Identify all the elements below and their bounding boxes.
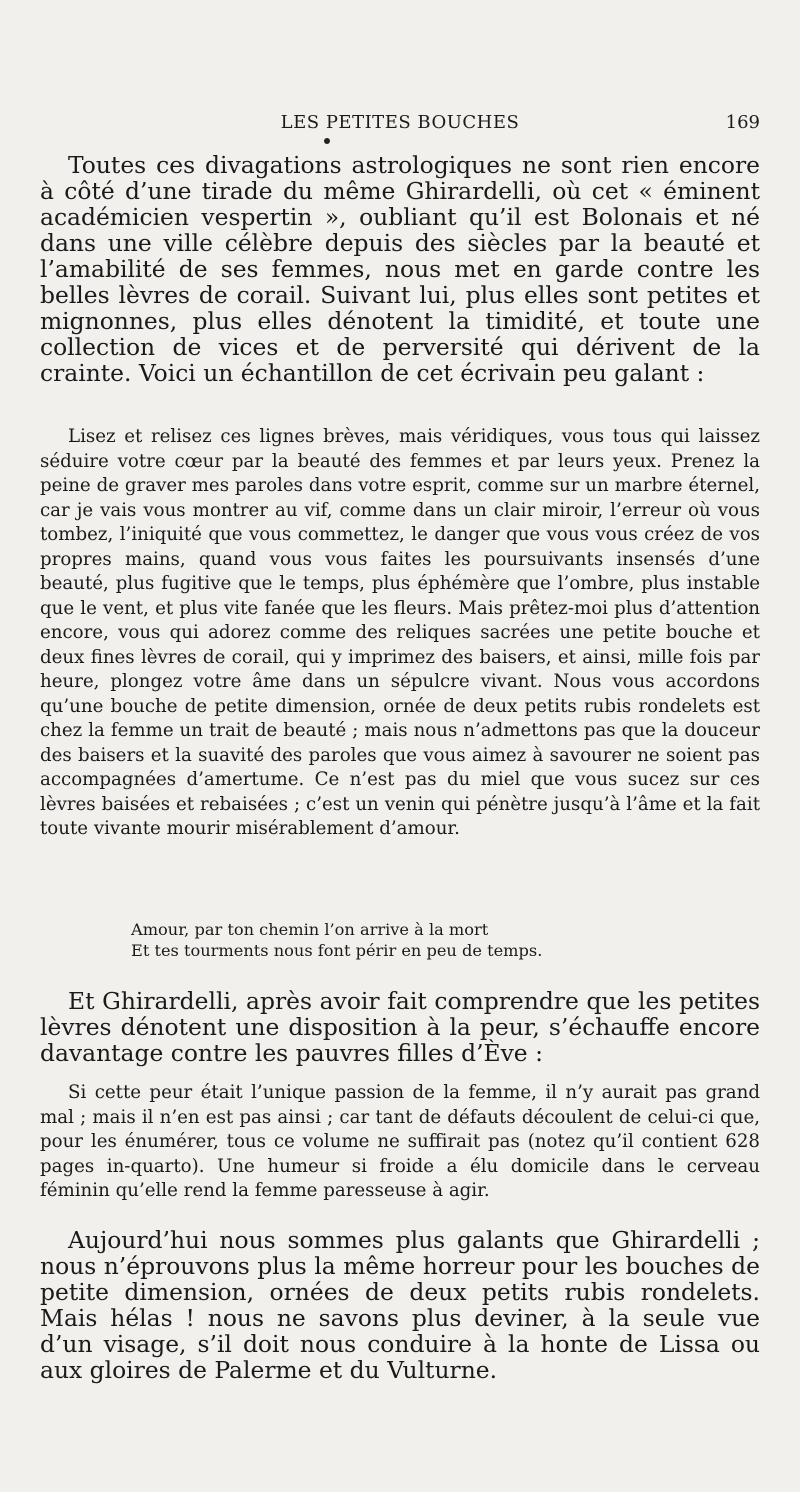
paragraph-2: Et Ghirardelli, après avoir fait comprendre que les petites lèvres dénotent une disposition à la peur, s’échauffe encore davantage contre les pauvres filles d’Ève : bbox=[40, 987, 760, 1067]
quotation-2: Si cette peur était l’unique passion de la femme, il n’y aurait pas grand mal ; mais il n’en est pas ainsi ; car tant de défauts découlent de celui-ci que, pour les énumérer, tous ce volume ne suffirait pas (notez qu’il contient 628 pages in-quarto). Une humeur si froide a élu domicile dans le cerveau féminin qu’elle rend la femme paresseuse à agir. bbox=[40, 1082, 760, 1201]
verse-couplet bbox=[131, 919, 542, 961]
ornament-dot-icon bbox=[324, 138, 330, 144]
page-number: 169 bbox=[725, 112, 760, 133]
verse-line-1: Amour, par ton chemin l’on arrive à la mort bbox=[131, 920, 489, 939]
paragraph-1: Toutes ces divagations astrologiques ne sont rien encore à côté d’une tirade du même Ghirardelli, où cet « éminent académicien vespertin », oubliant qu’il est Bolonais et né dans une ville célèbre depuis des siècles par la beauté et l’amabilité de ses femmes, nous met en garde contre les belles lèvres de corail. Suivant lui, plus elles sont petites et mignonnes, plus elles dénotent la timidité, et toute une collection de vices et de perversité qui dérivent de la crainte. Voici un échantillon de cet écrivain peu galant : bbox=[40, 151, 760, 387]
quotation-1: Lisez et relisez ces lignes brèves, mais véridiques, vous tous qui laissez séduire votre cœur par la beauté des femmes et par leurs yeux. Prenez la peine de graver mes paroles dans votre esprit, comme sur un marbre éternel, car je vais vous montrer au vif, comme dans un clair miroir, l’erreur où vous tombez, l’iniquité que vous commettez, le danger que vous vous créez de vos propres mains, quand vous vous faites les poursuivants insensés d’une beauté, plus fugitive que le temps, plus éphémère que l’ombre, plus instable que le vent, et plus vite fanée que les fleurs. Mais prêtez-moi plus d’attention encore, vous qui adorez comme des reliques sacrées une petite bouche et deux fines lèvres de corail, qui y imprimez des baisers, et ainsi, mille fois par heure, plongez votre âme dans un sépulcre vivant. Nous vous accordons qu’une bouche de petite dimension, ornée de deux petits rubis rondelets est chez la femme un trait de beauté ; mais nous n’admettons pas que la douceur des baisers et la suavité des paroles que vous aimez à savourer ne soient pas accompagnées d’amertume. Ce n’est pas du miel que vous sucez sur ces lèvres baisées et rebaisées ; c’est un venin qui pénètre jusqu’à l’âme et la fait toute vivante mourir misérablement d’amour. bbox=[40, 426, 760, 839]
paragraph-3: Aujourd’hui nous sommes plus galants que Ghirardelli ; nous n’éprouvons plus la même horreur pour les bouches de petite dimension, ornées de deux petits rubis rondelets. Mais hélas ! nous ne savons plus deviner, à la seule vue d’un visage, s’il doit nous conduire à la honte de Lissa ou aux gloires de Palerme et du Vulturne. bbox=[40, 1226, 760, 1384]
page-header bbox=[40, 112, 760, 140]
running-title: LES PETITES BOUCHES bbox=[280, 112, 520, 133]
verse-line-2: Et tes tourments nous font périr en peu de temps. bbox=[131, 941, 543, 960]
